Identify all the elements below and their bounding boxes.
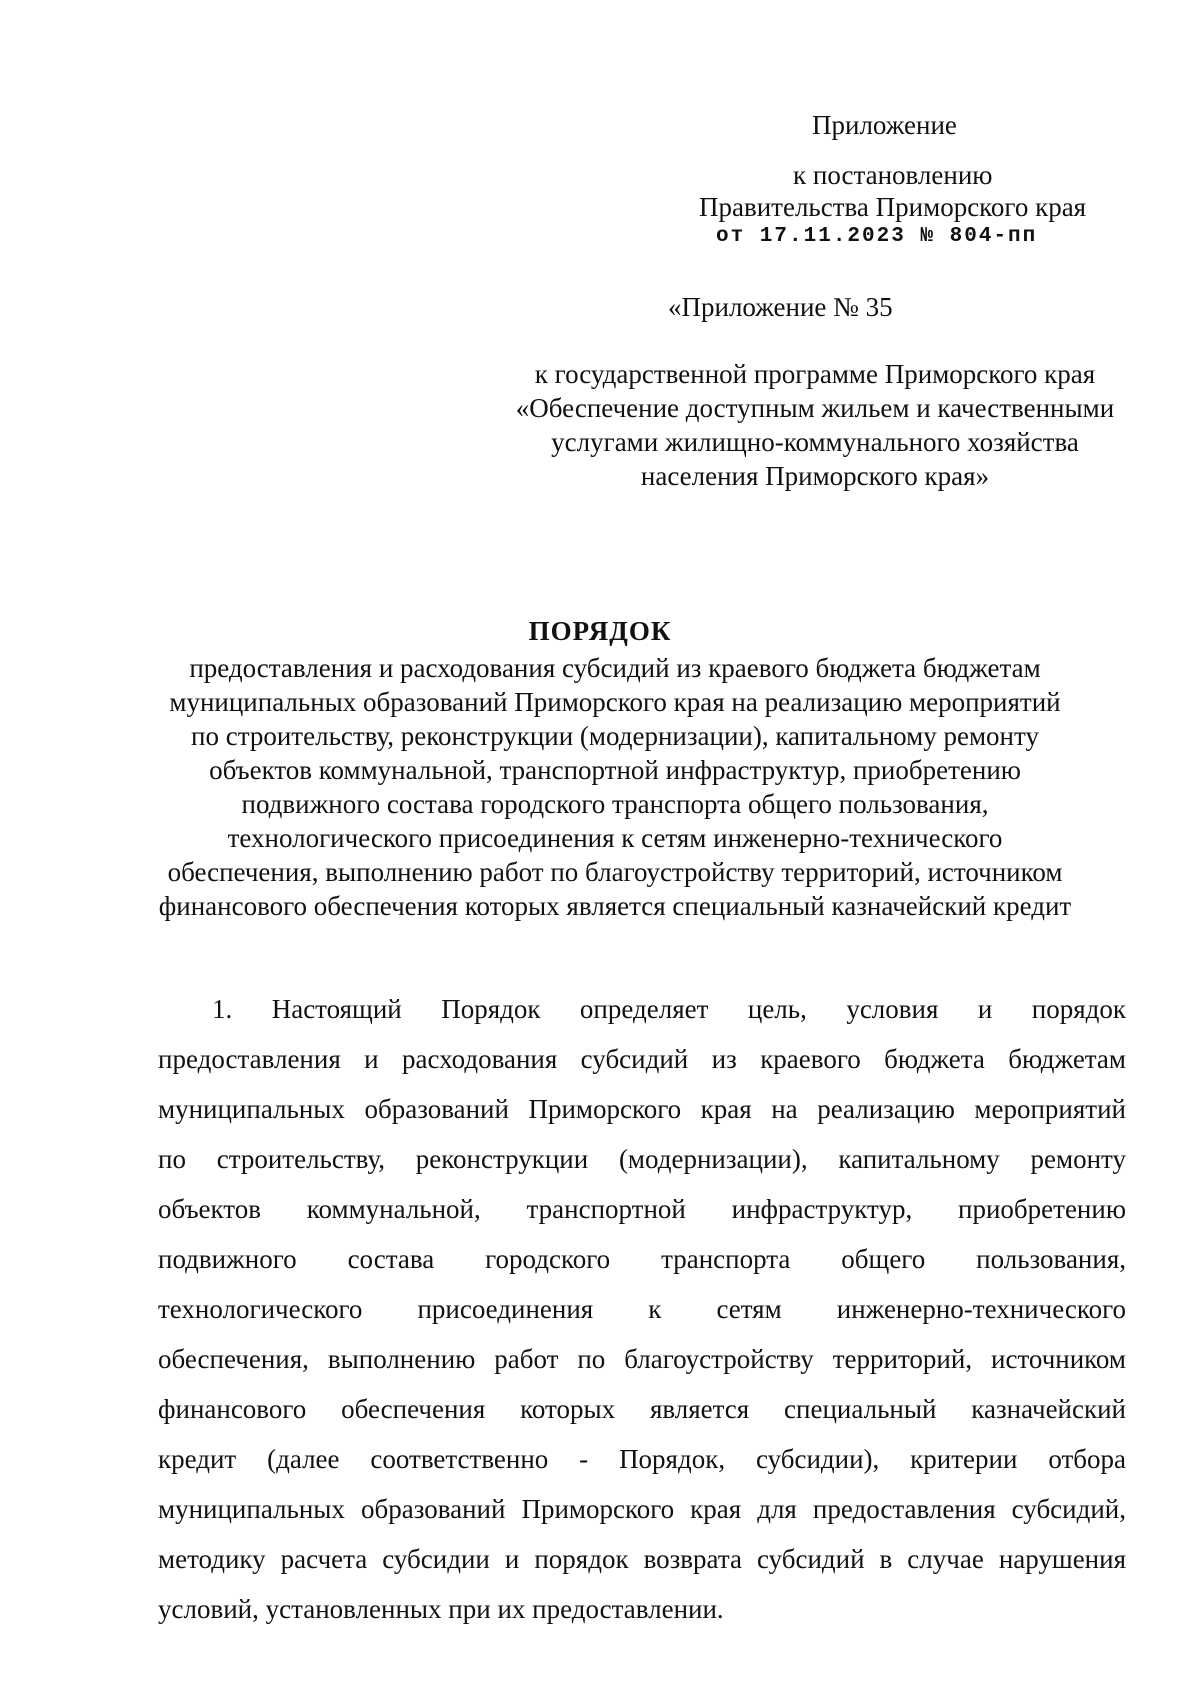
paragraph-line-text: муниципальных образований Приморского края на реализацию мероприятий (158, 1094, 1126, 1124)
document-title: ПОРЯДОК (528, 616, 672, 646)
paragraph-line (158, 1542, 1126, 1576)
program-appendix-line: населения Приморского края» (640, 461, 990, 491)
paragraph-line (212, 992, 1126, 1026)
to-resolution-label: к постановлению (793, 160, 993, 190)
paragraph-line-text: обеспечения, выполнению работ по благоустройству территорий, источником (158, 1344, 1126, 1374)
paragraph-line (158, 1492, 1126, 1526)
paragraph-line (158, 1242, 1126, 1276)
appendix-label: Приложение (812, 110, 957, 140)
paragraph-line (158, 1192, 1126, 1226)
subtitle-line: финансового обеспечения которых является специальный казначейский кредит (158, 891, 1072, 921)
paragraph-line-text: условий, установленных при их предоставлении. (158, 1594, 724, 1624)
paragraph-line (158, 1442, 1126, 1476)
paragraph-line (158, 1042, 1126, 1076)
subtitle-line: по строительству, реконструкции (модернизации), капитальному ремонту (191, 721, 1039, 751)
paragraph-line (158, 1342, 1126, 1376)
government-label: Правительства Приморского края (699, 192, 1087, 222)
paragraph-line-text: предоставления и расходования субсидий из краевого бюджета бюджетам (158, 1044, 1126, 1074)
program-appendix-line: услугами жилищно-коммунального хозяйства (551, 427, 1079, 457)
program-appendix-label: «Приложение № 35 (668, 292, 893, 322)
program-appendix-line: к государственной программе Приморского края (534, 359, 1096, 389)
subtitle-line: объектов коммунальной, транспортной инфраструктур, приобретению (209, 755, 1021, 785)
paragraph-line-text: по строительству, реконструкции (модернизации), капитальному ремонту (158, 1144, 1126, 1174)
paragraph-line (158, 1092, 1126, 1126)
paragraph-line-text: подвижного состава городского транспорта общего пользования, (158, 1244, 1126, 1274)
subtitle-line: обеспечения, выполнению работ по благоустройству территорий, источником (167, 857, 1063, 887)
paragraph-line-text: объектов коммунальной, транспортной инфраструктур, приобретению (158, 1194, 1126, 1224)
program-appendix-line: «Обеспечение доступным жильем и качественными (515, 393, 1115, 423)
paragraph-line-text: муниципальных образований Приморского края для предоставления субсидий, (158, 1494, 1126, 1524)
subtitle-line: предоставления и расходования субсидий из краевого бюджета бюджетам (189, 653, 1041, 683)
subtitle-line: подвижного состава городского транспорта общего пользования, (241, 789, 989, 819)
resolution-date-number: от 17.11.2023 № 804-пп (716, 225, 1038, 248)
subtitle-line: технологического присоединения к сетям инженерно-технического (227, 823, 1003, 853)
document-subtitle (100, 651, 1130, 923)
paragraph-line (158, 1292, 1126, 1326)
paragraph-line-text: 1. Настоящий Порядок определяет цель, условия и порядок (212, 994, 1126, 1024)
paragraph-line-text: финансового обеспечения которых является специальный казначейский (158, 1394, 1126, 1424)
paragraph-line-text: методику расчета субсидии и порядок возврата субсидий в случае нарушения (158, 1544, 1126, 1574)
subtitle-line: муниципальных образований Приморского края на реализацию мероприятий (169, 687, 1061, 717)
program-appendix-text (480, 357, 1150, 493)
paragraph-line-text: технологического присоединения к сетям инженерно-технического (158, 1294, 1126, 1324)
paragraph-line (158, 1592, 1126, 1626)
paragraph-line (158, 1142, 1126, 1176)
paragraph-line-text: кредит (далее соответственно - Порядок, субсидии), критерии отбора (158, 1444, 1126, 1474)
paragraph-line (158, 1392, 1126, 1426)
